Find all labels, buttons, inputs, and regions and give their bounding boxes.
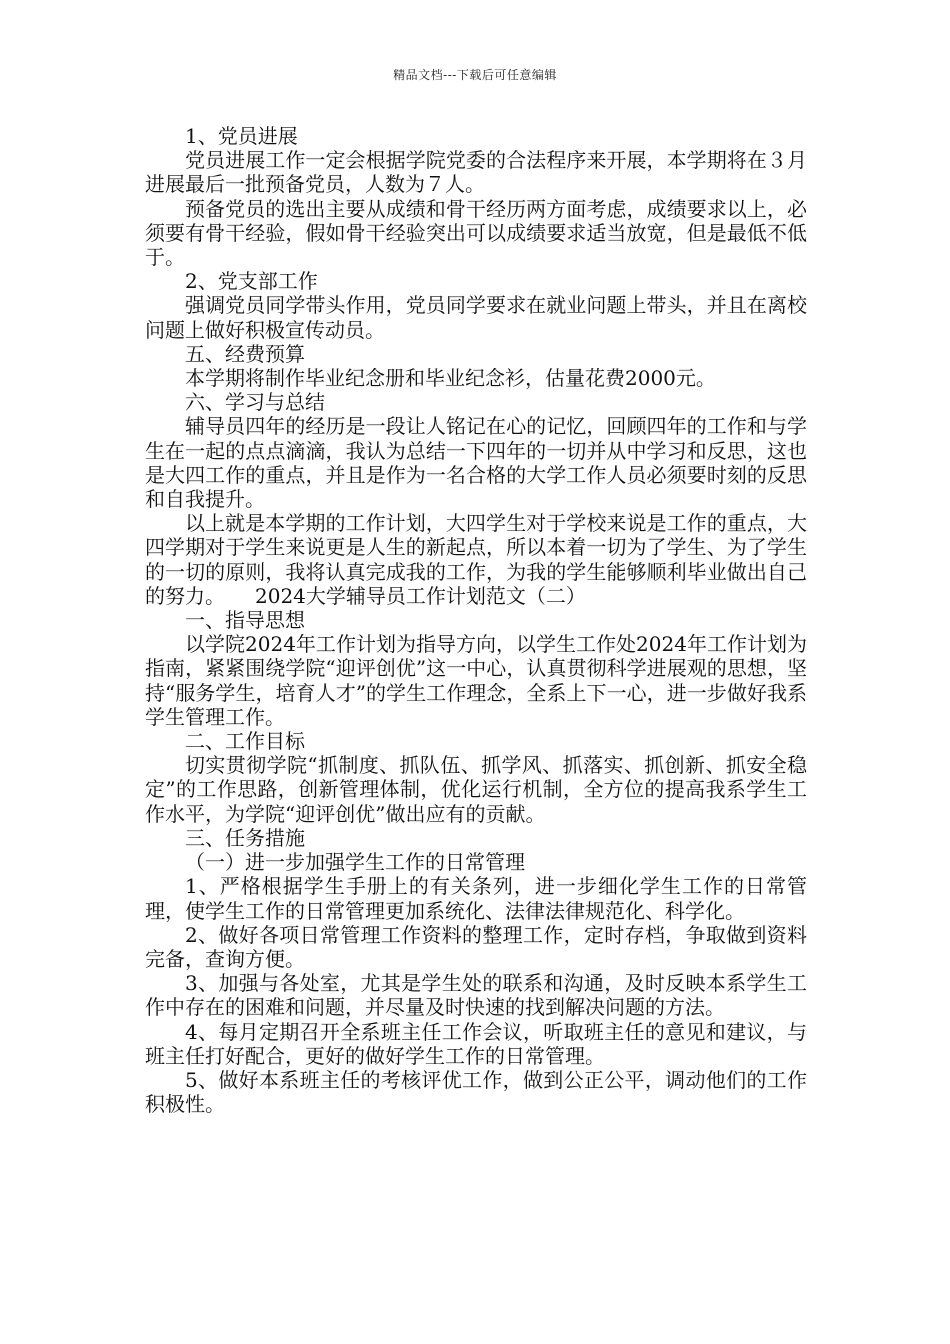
- document-body: [145, 124, 807, 1116]
- heading-budget: 五、经费预算: [185, 341, 305, 366]
- heading-guiding-thought: 一、指导思想: [185, 608, 305, 633]
- paragraph: 本学期将制作毕业纪念册和毕业纪念衫，估量花费2000元。: [185, 366, 716, 391]
- subheading-daily-management: （一）进一步加强学生工作的日常管理: [185, 850, 525, 875]
- list-item: 5、做好本系班主任的考核评优工作，做到公正公平，调动他们的工作积极性。: [145, 1067, 807, 1117]
- paragraph: 辅导员四年的经历是一段让人铭记在心的记忆，回顾四年的工作和与学生在一起的点点滴滴，我认为总结一下四年的一切并从中学习和反思，这也是大四工作的重点，并且是作为一名合格的大学工作人员必须要时刻的反思和自我提升。: [145, 414, 807, 512]
- paragraph: 预备党员的选出主要从成绩和骨干经历两方面考虑，成绩要求以上，必须要有骨干经验，假如骨干经验突出可以成绩要求适当放宽，但是最低不低于。: [145, 196, 807, 270]
- paragraph: 切实贯彻学院“抓制度、抓队伍、抓学风、抓落实、抓创新、抓安全稳定”的工作思路，创新管理体制，优化运行机制，全方位的提高我系学生工作水平，为学院“迎评创优”做出应有的贡献。: [145, 753, 807, 826]
- paragraph: 以学院2024年工作计划为指导方向，以学生工作处2024年工作计划为指南，紧紧围绕学院“迎评创优”这一中心，认真贯彻科学进展观的思想，坚持“服务学生，培育人才”的学生工作理念，全系上下一心，进一步做好我系学生管理工作。: [145, 632, 807, 729]
- list-item: 1、严格根据学生手册上的有关条列，进一步细化学生工作的日常管理，使学生工作的日常管理更加系统化、法律法律规范化、科学化。: [145, 874, 807, 923]
- paragraph: 以上就是本学期的工作计划，大四学生对于学校来说是工作的重点，大四学期对于学生来说更是人生的新起点，所以本着一切为了学生、为了学生的一切的原则，我将认真完成我的工作，为我的学生能够顺利毕业做出自己的努力。 2024大学辅导员工作计划范文（二）: [145, 511, 807, 608]
- heading-study-summary: 六、学习与总结: [185, 390, 325, 415]
- list-item: 3、加强与各处室，尤其是学生处的联系和沟通，及时反映本系学生工作中存在的困难和问题，并尽量及时快速的找到解决问题的方法。: [145, 971, 807, 1020]
- paragraph: 强调党员同学带头作用，党员同学要求在就业问题上带头，并且在离校问题上做好积极宣传动员。: [145, 293, 807, 342]
- heading-party-branch-work: 2、党支部工作: [185, 269, 318, 294]
- heading-task-measures: 三、任务措施: [185, 825, 305, 850]
- page-header: 精品文档---下载后可任意编辑: [393, 68, 557, 82]
- list-item: 2、做好各项日常管理工作资料的整理工作，定时存档，争取做到资料完备，查询方便。: [145, 922, 807, 971]
- paragraph: 党员进展工作一定会根据学院党委的合法程序来开展，本学期将在３月进展最后一批预备党员，人数为７人。: [145, 148, 807, 197]
- list-item: 4、每月定期召开全系班主任工作会议，听取班主任的意见和建议，与班主任打好配合，更好的做好学生工作的日常管理。: [145, 1019, 807, 1068]
- heading-party-member-development: 1、党员进展: [185, 124, 298, 148]
- heading-work-goals: 二、工作目标: [185, 729, 305, 754]
